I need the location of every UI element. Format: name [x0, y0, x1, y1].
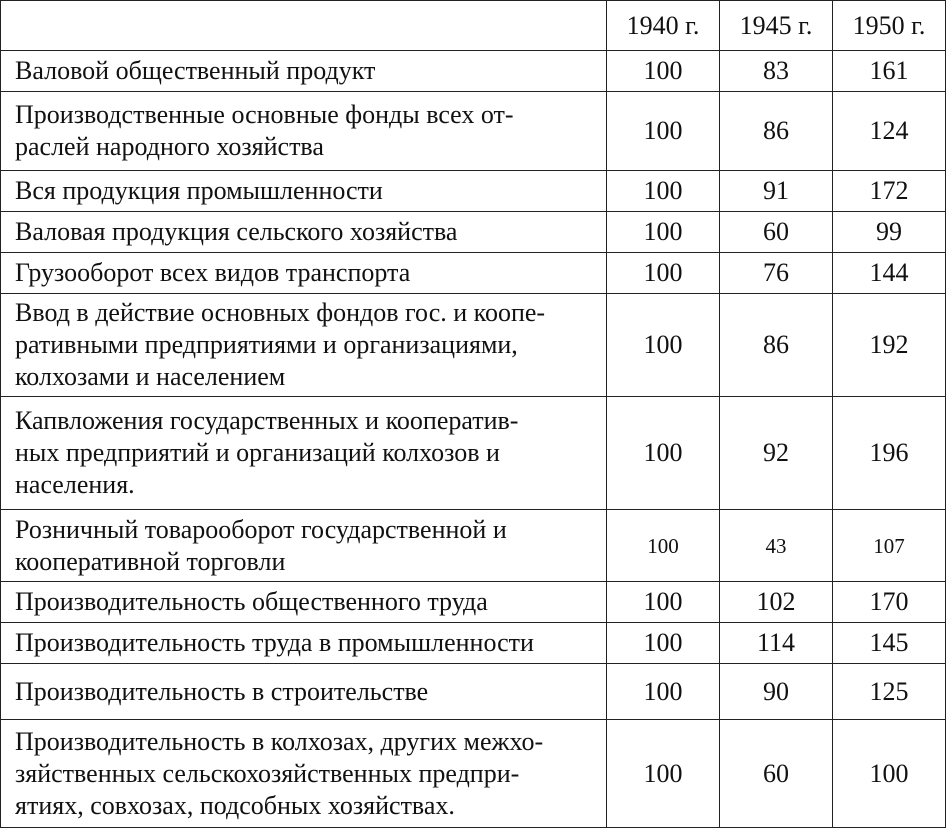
- row-label: [1, 51, 607, 92]
- value-1950: 125: [833, 664, 946, 720]
- value-1945: 60: [720, 720, 833, 828]
- row-label-line: Розничный товарооборот государственной и: [15, 514, 507, 544]
- year-header-1940: 1940 г.: [607, 1, 720, 51]
- value-1940: 100: [607, 582, 720, 623]
- row-label-line: колхозами и населением: [15, 362, 286, 391]
- value-1940: 100: [607, 171, 720, 212]
- row-label: [1, 720, 607, 828]
- row-label-line: Производительность общественного труда: [15, 587, 488, 616]
- row-label-line: Ввод в действие основных фондов гос. и коопе-: [15, 298, 546, 327]
- row-label-line: Валовая продукция сельского хозяйства: [15, 217, 458, 246]
- value-1945: 76: [720, 253, 833, 294]
- value-1950: 100: [833, 720, 946, 828]
- table-row: [1, 397, 946, 510]
- table-row: [1, 171, 946, 212]
- row-label-line: ятиях, совхозах, подсобных хозяйствах.: [15, 790, 455, 820]
- value-1945: 90: [720, 664, 833, 720]
- value-1940: 100: [607, 51, 720, 92]
- row-label: [1, 212, 607, 253]
- row-label-line: раслей народного хозяйства: [15, 132, 324, 161]
- row-label-line: кооперативной торговли: [15, 546, 286, 576]
- value-1940: 100: [607, 510, 720, 582]
- table-row: [1, 510, 946, 582]
- row-label-line: населения.: [15, 470, 135, 499]
- year-header-1950: 1950 г.: [833, 1, 946, 51]
- row-label-line: ных предприятий и организаций колхозов и: [15, 438, 500, 467]
- table-row: [1, 253, 946, 294]
- row-label-line: Производственные основные фонды всех от-: [15, 100, 514, 129]
- header-row: [1, 1, 946, 51]
- row-label-line: Капвложения государственных и кооператив-: [15, 406, 519, 435]
- value-1950: 192: [833, 294, 946, 397]
- table-row: [1, 664, 946, 720]
- row-label: [1, 92, 607, 171]
- value-1945: 102: [720, 582, 833, 623]
- value-1945: 86: [720, 294, 833, 397]
- value-1940: 100: [607, 664, 720, 720]
- value-1940: 100: [607, 212, 720, 253]
- value-1950: 172: [833, 171, 946, 212]
- row-label: [1, 664, 607, 720]
- row-label: [1, 253, 607, 294]
- row-label-line: Грузооборот всех видов транспорта: [15, 258, 411, 287]
- value-1945: 114: [720, 623, 833, 664]
- value-1950: 144: [833, 253, 946, 294]
- row-label-line: Производительность в строительстве: [15, 676, 429, 706]
- value-1950: 145: [833, 623, 946, 664]
- value-1945: 60: [720, 212, 833, 253]
- row-label-line: Производительность в колхозах, других межхо-: [15, 726, 544, 756]
- value-1945: 91: [720, 171, 833, 212]
- value-1950: 124: [833, 92, 946, 171]
- row-label-line: Вся продукция промышленности: [15, 176, 383, 205]
- row-label: [1, 510, 607, 582]
- value-1950: 196: [833, 397, 946, 510]
- value-1945: 86: [720, 92, 833, 171]
- value-1950: 170: [833, 582, 946, 623]
- value-1950: 161: [833, 51, 946, 92]
- row-label: [1, 582, 607, 623]
- table-row: [1, 92, 946, 171]
- row-label: [1, 294, 607, 397]
- value-1940: 100: [607, 294, 720, 397]
- value-1950: 107: [833, 510, 946, 582]
- value-1940: 100: [607, 623, 720, 664]
- value-1940: 100: [607, 92, 720, 171]
- row-label-line: зяйственных сельскохозяйственных предпри-: [15, 758, 520, 788]
- value-1945: 92: [720, 397, 833, 510]
- value-1945: 43: [720, 510, 833, 582]
- row-label-line: Производительность труда в промышленности: [15, 628, 534, 657]
- row-label: [1, 623, 607, 664]
- row-label: [1, 171, 607, 212]
- table-row: [1, 623, 946, 664]
- table-row: [1, 294, 946, 397]
- year-header-1945: 1945 г.: [720, 1, 833, 51]
- value-1945: 83: [720, 51, 833, 92]
- row-label-line: Валовой общественный продукт: [15, 56, 376, 85]
- row-label: [1, 397, 607, 510]
- value-1940: 100: [607, 253, 720, 294]
- value-1940: 100: [607, 397, 720, 510]
- table-row: [1, 582, 946, 623]
- value-1940: 100: [607, 720, 720, 828]
- row-label-line: ративными предприятиями и организациями,: [15, 330, 518, 359]
- table-row: [1, 212, 946, 253]
- corner-cell: [1, 1, 607, 51]
- table-row: [1, 720, 946, 828]
- table-row: [1, 51, 946, 92]
- value-1950: 99: [833, 212, 946, 253]
